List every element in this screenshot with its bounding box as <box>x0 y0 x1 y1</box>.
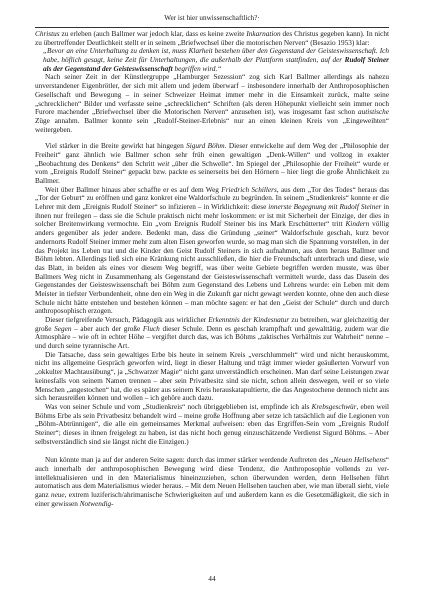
emphasis: Kindern <box>345 220 370 229</box>
text-run: völlig anders gegenüber als jeder andere. Bedenkt man, dass die Gründung „seiner“ Waldorfschule geschah, kurz bevor andernorts Rudolf Steiner immer mehr zum alten Eisen geworfen wurde, so mag man sich die Spannung vorstellen, in der das Projekt ins Leben trat und die Kinder den Geist Rudolf Steiners in sich aufnahmen, aus dem heraus Ballmer und Böhm lebten. Allerdings ließ sich eine Kränkung nicht ausschließen, die hier die Freundschaft unterbrach und diese, wie das Blatt, in beiden als eines vor diesem Weg begriff, was über weite Gebiete begriffen werden musste, was über Ballmers Weg nicht in Zusammenhang als Gegenstand der Geisteswissenschaft vermittelt wurde, dass das Dasein des Gegenstandes der Geisteswissenschaft bei Böhm zum Gegenstand des Lebens und Lehrens wurde: ein Leben mit dem Meister in tiefster Verbundenheit, ohne den ein Weg in die Zukunft gar nicht gewagt werden konnte, ohne den auch diese Schule nicht hätte entstehen und bestehen können – man möchte sagen: er hat den „Geist der Schule“ durch und durch anthroposophisch erzogen. <box>35 220 389 316</box>
text-run: dieser Schule. Denn es geschah krampfhaft und gewalttätig, zudem war die Atmosphäre – wie oft in echter Höhe – vergiftet durch das, was ich Böhms „taktisches Verhältnis zur Wahrheit“ nenne – und durch seine tyrannische Art. <box>35 324 389 351</box>
text-run: Die Tatsache, dass sein gewaltiges Erbe bis heute in seinem Kreis „verschlummelt“ wird und nicht herauskommt, nicht ins allgemeine Gespräch geworfen wird, liegt in dieser Haltung und trägt immer wieder geäußerten Vorwurf von „okkulter Machtausübung“, ja „Schwarzer Magie“ nicht ganz unverständlich erscheinen. Man darf seine Leistungen zwar keinesfalls von seinem Namen trennen – aber sein Privatbesitz sind sie nicht, schon allein deswegen, weil er so viele Menschen „angestochen“ hat, die es später aus seinem Kreis herauskatapultierte, die das Angestochene dennoch nicht aus sich herausreißen können und wollen – ich gehöre auch dazu. <box>35 350 389 403</box>
text-run: , aus dem „Tor des Todes“ heraus das „Tor der Geburt“ zu eröffnen und ganz konkret eine Waldorfschule zu begründen. In seinem „Studienkreis“ konnte er die Lehrer mit dem „Ereignis Rudolf Steiner“ so infizieren – in Wirklichkeit: diese <box>35 185 389 212</box>
text-run: Viel stärker in die Breite gewirkt hat hingegen <box>45 142 187 151</box>
text-run: Nun könnte man ja auf der anderen Seite sagen: durch das immer stärker werdende Auftreten des „ <box>45 456 334 465</box>
running-header: Wer ist hier unwissenschaftlich?· <box>164 14 260 22</box>
text-run: in ihnen nur freilegen – dass sie die Schule praktisch nicht mehr loskommen: er ist mit Sicherheit der Einzige, der dies in solcher Breitenwirkung vermochte. Ein „vom Ereignis Rudolf Steiner bis ins Mark Erschütterter“ tritt <box>35 203 389 229</box>
emphasis: Inkarnation <box>246 30 281 38</box>
paragraph-5 <box>35 316 389 351</box>
text-run: . Dieser entwickelte auf dem Weg der „Philosophie der Freiheit“ ganz ähnlich wie Ballmer schon sehr früh einen gewaltigen „Denk-Willen“ und vollzog in exakter „Beobachtung des Denkens“ den Schritt <box>35 142 390 168</box>
header-rule <box>35 27 389 28</box>
paragraph-2 <box>35 73 389 134</box>
emphasis: innerste Begegnung mit Rudolf Steiner <box>268 203 382 212</box>
paragraph-1 <box>35 30 389 47</box>
emphasis: Segen <box>54 324 72 333</box>
paragraph-4 <box>35 186 389 316</box>
emphasis: weit <box>157 159 170 168</box>
emphasis: Sigurd Böhm <box>186 142 225 151</box>
emphasis: Krebsgeschwür <box>311 402 357 411</box>
paragraph-6 <box>35 351 389 403</box>
text-run: Nach seiner Zeit in der Künstlergruppe „Hamburger Sezession“ zog sich Karl Ballmer allerdings als nahezu unverstandener Eigenbrötler, der sich mit allem und jedem überwarf – insbesondere innerhalb der Anthroposophischen Gesellschaft und Bewegung – in seiner Schweizer Heimat immer mehr in die Einsamkeit zurück, malte seine „schrecklichen“ Bilder und verfasste seine „schrecklichen“ Schriften (als deren Höhepunkt vielleicht sein immer noch Furore machender „Briefwechsel über die Motorischen Nerven“ anzusehen ist), was insgesamt fast schon <box>35 73 389 117</box>
paragraph-8 <box>35 456 389 508</box>
text-run: Dieser tiefgreifende Versuch, Pädagogik aus wirklicher <box>45 316 209 324</box>
text-run: “ auch innerhalb der anthroposophischen Bewegung wird diese Tendenz, die Anthroposophie vollends zu ver-intellektualisieren und in den Materialismus hineinzuziehen, schon überwunden werden, denn Hellsehen führt automatisch aus dem Materialismus wieder heraus. – Mit dem Neuen Hellsehen tauchen aber, wie man überall sieht, viele ganz <box>35 456 389 500</box>
text-run: Was von seiner Schule und vom „Studienkreis“ noch übriggeblieben ist, empfinde ich als <box>45 402 312 411</box>
text-run: , eben weil Böhms Erbe als sein Privatbesitz behandelt wird – meine große Hoffnung aber setze ich tatsächlich auf die Legionen von „Böhm-Abtrünnigen“, die alle ein gemeinsames Merkmal aufweisen: eben das Ergriffen-Sein vom „Ereignis Rudolf Steiner“; dieses in ihnen freigelegt zu haben, ist das nicht hoch genug einzuschätzende Verdienst Sigurd Böhms. – Aber selbstverständlich sind sie längst nicht die Einzigen.) <box>35 402 389 446</box>
emphasis: autistische <box>357 108 389 117</box>
emphasis: Erkenntnis der Kindesnatur <box>208 316 290 324</box>
text-run: zu erleben (auch Ballmer war jedoch klar, dass es keine zweite <box>59 30 247 38</box>
emphasis: Neuen Hellsehens <box>333 456 386 465</box>
text-run: Züge annahm. Ballmer konnte sein „Rudolf-Steiner-Erlebnis“ nur an einen kleinen Kreis von „Eingeweihten“ weitergeben. <box>35 116 389 134</box>
block-quote <box>43 47 389 73</box>
text-run: zu betreiben, war gleichzeitig der große <box>35 316 389 333</box>
body-text <box>35 30 389 508</box>
emphasis: Fluch <box>142 324 160 333</box>
quote-bold: Rudolf Steiner als der Gegenstand der Geisteswissenschaft <box>43 56 389 73</box>
emphasis: Notwendig- <box>79 499 114 508</box>
paragraph-7 <box>35 403 389 446</box>
text-run: des Christus gegeben kann). In nicht zu übertreffender Deutlichkeit stellt er in seinem „Briefwechsel über die motorischen Nerven“ (Besazio 1953) klar: <box>35 30 389 47</box>
text-run: „über die Schwelle“. Im Spiegel der „Philosophie der Freiheit“ wurde er vom „Ereignis Rudolf Steiner“ gepackt bzw. packte es seinerseits bei den Hörnern – hier liegt die große Ähnlichkeit zu Ballmer. <box>35 159 389 185</box>
page-number: 44 <box>208 574 216 583</box>
emphasis: Christus <box>35 30 60 38</box>
emphasis: neue <box>50 491 65 500</box>
emphasis: Friedrich Schillers <box>221 185 277 194</box>
text-run: , extrem luziferisch/ahrimanische Schwierigkeiten auf und außerdem kann es die Gesetzmäßigkeit, die sich in einer gewissen <box>35 491 389 508</box>
quote-text: begriffen wird.“ <box>172 64 222 73</box>
text-run: – aber auch der große <box>71 324 143 333</box>
text-run: Weit über Ballmer hinaus aber schaffte er es auf dem Weg <box>45 185 222 194</box>
paragraph-3 <box>35 142 389 185</box>
quote-text: „Bevor an eine Unterhaltung zu denken ist, muss Klarheit bestehen über den Gegenstand der Geisteswissenschaft. Ich habe, höflich gesagt, keine Zeit für Unterhaltungen, die außerhalb der Plattform stattfinden, auf der <box>43 47 389 65</box>
